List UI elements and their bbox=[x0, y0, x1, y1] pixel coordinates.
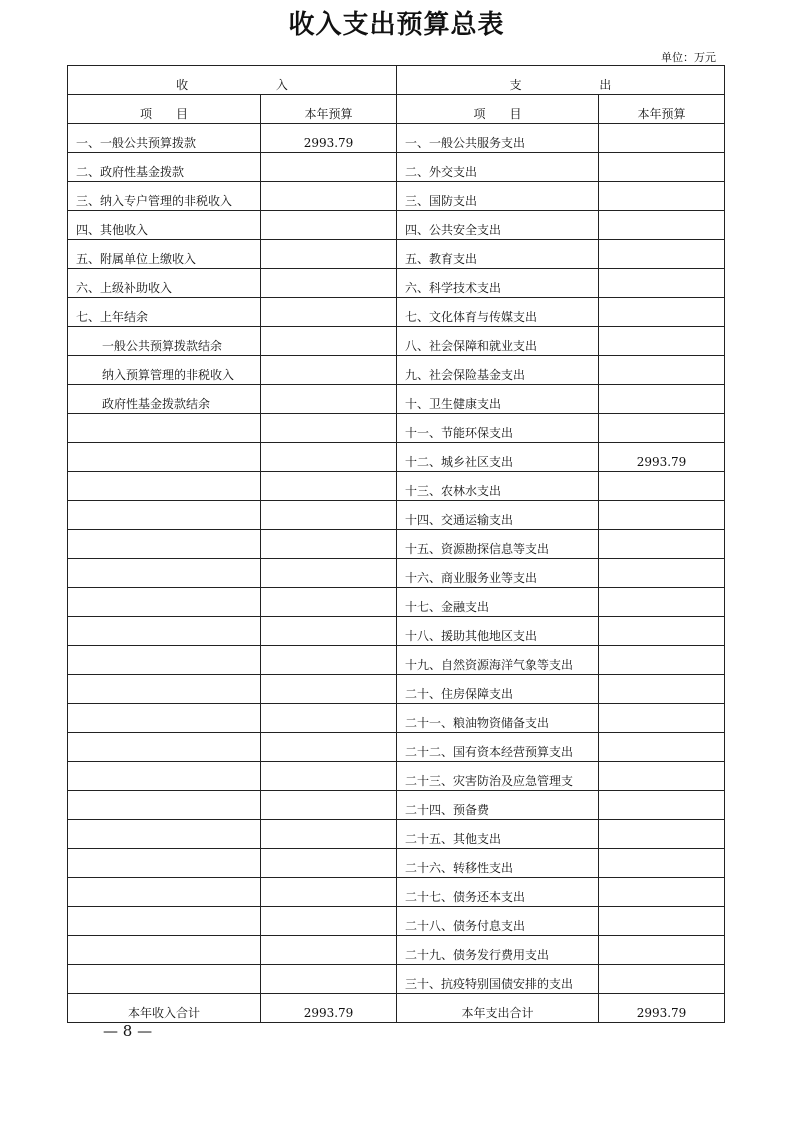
income-item bbox=[68, 820, 261, 849]
expense-value bbox=[599, 588, 725, 617]
expense-item: 二十四、预备费 bbox=[397, 791, 599, 820]
income-item: 六、上级补助收入 bbox=[68, 269, 261, 298]
expense-group-header bbox=[397, 66, 725, 95]
income-item bbox=[68, 443, 261, 472]
expense-item: 十八、援助其他地区支出 bbox=[397, 617, 599, 646]
expense-item: 八、社会保障和就业支出 bbox=[397, 327, 599, 356]
income-item: 一般公共预算拨款结余 bbox=[68, 327, 261, 356]
table-row bbox=[68, 559, 725, 588]
income-item bbox=[68, 907, 261, 936]
income-value bbox=[261, 443, 397, 472]
table-row bbox=[68, 588, 725, 617]
income-item: 五、附属单位上缴收入 bbox=[68, 240, 261, 269]
expense-total-value: 2993.79 bbox=[599, 994, 725, 1023]
income-item: 七、上年结余 bbox=[68, 298, 261, 327]
table-row bbox=[68, 530, 725, 559]
page-number: — 8 — bbox=[103, 1022, 153, 1040]
income-item bbox=[68, 965, 261, 994]
expense-item: 二十三、灾害防治及应急管理支 bbox=[397, 762, 599, 791]
expense-value bbox=[599, 820, 725, 849]
expense-item: 十四、交通运输支出 bbox=[397, 501, 599, 530]
expense-value bbox=[599, 327, 725, 356]
income-value bbox=[261, 530, 397, 559]
table-row bbox=[68, 965, 725, 994]
table-row bbox=[68, 298, 725, 327]
table-row bbox=[68, 501, 725, 530]
income-item bbox=[68, 646, 261, 675]
expense-total-label: 本年支出合计 bbox=[397, 994, 599, 1023]
income-value bbox=[261, 269, 397, 298]
expense-item: 三、国防支出 bbox=[397, 182, 599, 211]
expense-value bbox=[599, 356, 725, 385]
table-row bbox=[68, 791, 725, 820]
expense-value bbox=[599, 733, 725, 762]
income-item bbox=[68, 878, 261, 907]
expense-value bbox=[599, 472, 725, 501]
expense-item-header: 项 目 bbox=[397, 95, 599, 124]
table-row bbox=[68, 617, 725, 646]
income-value bbox=[261, 182, 397, 211]
expense-item: 十、卫生健康支出 bbox=[397, 385, 599, 414]
table-row bbox=[68, 820, 725, 849]
income-item bbox=[68, 588, 261, 617]
expense-budget-header: 本年预算 bbox=[599, 95, 725, 124]
table-row bbox=[68, 153, 725, 182]
income-value bbox=[261, 733, 397, 762]
income-item bbox=[68, 472, 261, 501]
income-group-header bbox=[68, 66, 397, 95]
income-item: 二、政府性基金拨款 bbox=[68, 153, 261, 182]
income-value bbox=[261, 240, 397, 269]
expense-item: 十六、商业服务业等支出 bbox=[397, 559, 599, 588]
income-item bbox=[68, 530, 261, 559]
expense-item: 一、一般公共服务支出 bbox=[397, 124, 599, 153]
expense-value bbox=[599, 762, 725, 791]
expense-group-char-2: 出 bbox=[599, 78, 612, 92]
income-value bbox=[261, 617, 397, 646]
unit-label: 单位：万元 bbox=[661, 51, 716, 64]
table-row bbox=[68, 269, 725, 298]
income-item bbox=[68, 617, 261, 646]
income-value bbox=[261, 588, 397, 617]
expense-item: 二十、住房保障支出 bbox=[397, 675, 599, 704]
expense-item: 十九、自然资源海洋气象等支出 bbox=[397, 646, 599, 675]
income-value bbox=[261, 965, 397, 994]
expense-value bbox=[599, 153, 725, 182]
expense-value bbox=[599, 298, 725, 327]
table-row bbox=[68, 878, 725, 907]
expense-value bbox=[599, 965, 725, 994]
income-value bbox=[261, 327, 397, 356]
expense-item: 十三、农林水支出 bbox=[397, 472, 599, 501]
expense-item: 二十五、其他支出 bbox=[397, 820, 599, 849]
income-value bbox=[261, 849, 397, 878]
income-item bbox=[68, 414, 261, 443]
expense-value bbox=[599, 675, 725, 704]
income-value bbox=[261, 791, 397, 820]
income-item: 政府性基金拨款结余 bbox=[68, 385, 261, 414]
income-item bbox=[68, 704, 261, 733]
income-value bbox=[261, 878, 397, 907]
expense-value bbox=[599, 646, 725, 675]
group-header-row bbox=[68, 66, 725, 95]
expense-value bbox=[599, 849, 725, 878]
expense-value bbox=[599, 414, 725, 443]
expense-item: 二、外交支出 bbox=[397, 153, 599, 182]
expense-item: 九、社会保险基金支出 bbox=[397, 356, 599, 385]
income-value bbox=[261, 356, 397, 385]
expense-value bbox=[599, 878, 725, 907]
expense-item: 二十七、债务还本支出 bbox=[397, 878, 599, 907]
income-total-label: 本年收入合计 bbox=[68, 994, 261, 1023]
income-item bbox=[68, 791, 261, 820]
expense-item: 十七、金融支出 bbox=[397, 588, 599, 617]
expense-value bbox=[599, 211, 725, 240]
expense-item: 二十六、转移性支出 bbox=[397, 849, 599, 878]
expense-item: 二十八、债务付息支出 bbox=[397, 907, 599, 936]
income-value bbox=[261, 153, 397, 182]
expense-value bbox=[599, 907, 725, 936]
expense-value bbox=[599, 617, 725, 646]
table-row bbox=[68, 646, 725, 675]
income-value bbox=[261, 762, 397, 791]
income-item: 纳入预算管理的非税收入 bbox=[68, 356, 261, 385]
income-value bbox=[261, 704, 397, 733]
expense-value bbox=[599, 124, 725, 153]
income-value bbox=[261, 211, 397, 240]
income-item bbox=[68, 936, 261, 965]
table-row bbox=[68, 849, 725, 878]
expense-value bbox=[599, 936, 725, 965]
column-header-row bbox=[68, 95, 725, 124]
expense-value bbox=[599, 385, 725, 414]
income-value bbox=[261, 936, 397, 965]
income-value: 2993.79 bbox=[261, 124, 397, 153]
income-group-char-2: 入 bbox=[275, 78, 288, 92]
table-row bbox=[68, 675, 725, 704]
income-item bbox=[68, 849, 261, 878]
table-row bbox=[68, 472, 725, 501]
income-item bbox=[68, 762, 261, 791]
expense-item: 六、科学技术支出 bbox=[397, 269, 599, 298]
table-row bbox=[68, 907, 725, 936]
expense-item: 十一、节能环保支出 bbox=[397, 414, 599, 443]
income-value bbox=[261, 501, 397, 530]
expense-item: 四、公共安全支出 bbox=[397, 211, 599, 240]
budget-table bbox=[67, 65, 725, 1023]
income-item-header: 项 目 bbox=[68, 95, 261, 124]
income-budget-header: 本年预算 bbox=[261, 95, 397, 124]
income-total-value: 2993.79 bbox=[261, 994, 397, 1023]
table-row bbox=[68, 704, 725, 733]
income-item bbox=[68, 501, 261, 530]
income-value bbox=[261, 414, 397, 443]
table-row bbox=[68, 385, 725, 414]
income-item bbox=[68, 733, 261, 762]
expense-item: 十五、资源勘探信息等支出 bbox=[397, 530, 599, 559]
income-value bbox=[261, 820, 397, 849]
income-value bbox=[261, 646, 397, 675]
expense-value bbox=[599, 791, 725, 820]
table-row bbox=[68, 124, 725, 153]
income-item bbox=[68, 675, 261, 704]
page-title: 收入支出预算总表 bbox=[288, 10, 505, 40]
income-group-char-1: 收 bbox=[176, 78, 189, 92]
table-row bbox=[68, 327, 725, 356]
expense-value bbox=[599, 704, 725, 733]
table-row bbox=[68, 443, 725, 472]
expense-item: 七、文化体育与传媒支出 bbox=[397, 298, 599, 327]
income-value bbox=[261, 675, 397, 704]
expense-value bbox=[599, 559, 725, 588]
table-row bbox=[68, 182, 725, 211]
table-row bbox=[68, 356, 725, 385]
income-value bbox=[261, 298, 397, 327]
expense-item: 二十一、粮油物资储备支出 bbox=[397, 704, 599, 733]
income-item: 三、纳入专户管理的非税收入 bbox=[68, 182, 261, 211]
income-item: 四、其他收入 bbox=[68, 211, 261, 240]
expense-item: 三十、抗疫特别国债安排的支出 bbox=[397, 965, 599, 994]
expense-item: 二十二、国有资本经营预算支出 bbox=[397, 733, 599, 762]
expense-value bbox=[599, 269, 725, 298]
income-value bbox=[261, 472, 397, 501]
income-item: 一、一般公共预算拨款 bbox=[68, 124, 261, 153]
income-value bbox=[261, 907, 397, 936]
expense-item: 二十九、债务发行费用支出 bbox=[397, 936, 599, 965]
table-row bbox=[68, 211, 725, 240]
expense-value: 2993.79 bbox=[599, 443, 725, 472]
table-row bbox=[68, 936, 725, 965]
income-value bbox=[261, 385, 397, 414]
expense-value bbox=[599, 240, 725, 269]
income-item bbox=[68, 559, 261, 588]
totals-row bbox=[68, 994, 725, 1023]
table-row bbox=[68, 240, 725, 269]
expense-item: 五、教育支出 bbox=[397, 240, 599, 269]
expense-value bbox=[599, 182, 725, 211]
table-row bbox=[68, 762, 725, 791]
expense-item: 十二、城乡社区支出 bbox=[397, 443, 599, 472]
income-value bbox=[261, 559, 397, 588]
expense-value bbox=[599, 501, 725, 530]
expense-group-char-1: 支 bbox=[509, 78, 522, 92]
table-row bbox=[68, 414, 725, 443]
expense-value bbox=[599, 530, 725, 559]
table-row bbox=[68, 733, 725, 762]
